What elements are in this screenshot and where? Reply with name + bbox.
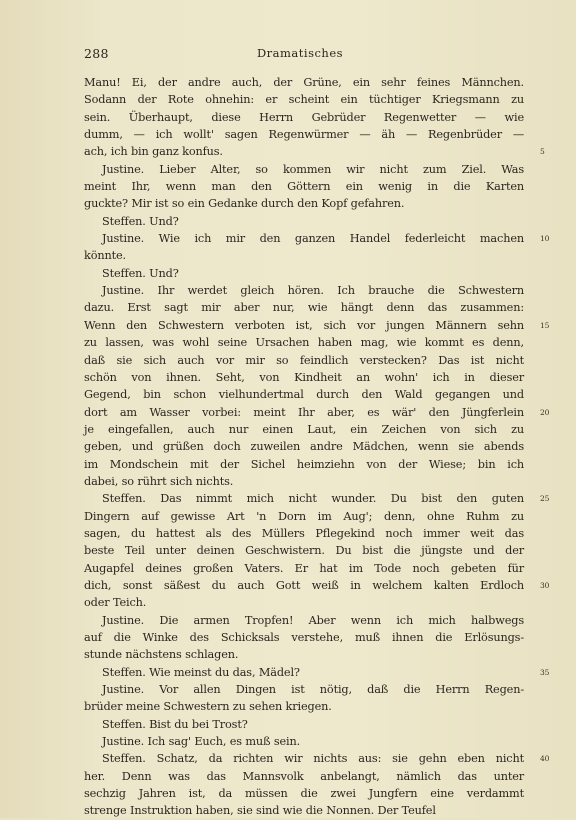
line-text: Sodann der Rote ohnehin: er scheint ein tüchtiger Kriegsmann zu	[84, 93, 524, 107]
line-text: Steffen. Und?	[102, 266, 179, 280]
text-line	[84, 473, 524, 490]
text-line	[84, 612, 524, 629]
text-line	[84, 560, 524, 577]
text-line	[84, 629, 524, 646]
text-line	[84, 438, 524, 455]
line-text: Justine. Lieber Alter, so kommen wir nicht zum Ziel. Was	[102, 162, 524, 176]
line-text: dazu. Erst sagt mir aber nur, wie hängt denn das zusammen:	[84, 301, 524, 315]
text-line	[84, 733, 524, 750]
line-text: brüder meine Schwestern zu sehen kriegen.	[84, 700, 332, 714]
text-line	[84, 230, 550, 247]
text-line	[84, 681, 524, 698]
line-text: stunde nächstens schlagen.	[84, 648, 239, 662]
text-line	[84, 594, 524, 611]
line-text: Justine. Vor allen Dingen ist nötig, daß die Herrn Regen-	[102, 683, 524, 697]
line-text: Steffen. Wie meinst du das, Mädel?	[102, 665, 300, 679]
text-line	[84, 404, 550, 421]
line-text: Augapfel deines großen Vaters. Er hat im Tode noch gebeten für	[84, 561, 524, 575]
body-text	[84, 74, 550, 820]
text-line	[84, 126, 524, 143]
line-number: 35	[540, 667, 550, 677]
line-text: dort am Wasser vorbei: meint Ihr aber, es wär' den Jüngferlein	[84, 405, 524, 419]
line-number: 20	[540, 407, 550, 417]
line-text: Steffen. Bist du bei Trost?	[102, 717, 248, 731]
text-line	[84, 74, 524, 91]
text-line	[84, 334, 524, 351]
line-text: auf die Winke des Schicksals verstehe, muß ihnen die Erlösungs-	[84, 631, 524, 644]
text-line	[84, 421, 524, 438]
text-line	[84, 178, 524, 195]
line-text: könnte.	[84, 249, 126, 263]
text-line	[84, 716, 524, 733]
line-number: 25	[540, 494, 550, 504]
line-text: je eingefallen, auch nur einen Laut, ein Zeichen von sich zu	[84, 422, 524, 436]
line-text: Manu! Ei, der andre auch, der Grüne, ein sehr feines Männchen.	[84, 76, 524, 89]
line-text: Dingern auf gewisse Art 'n Dorn im Aug'; denn, ohne Ruhm zu	[84, 509, 524, 523]
line-text: daß sie sich auch vor mir so feindlich verstecken? Das ist nicht	[84, 353, 524, 367]
line-text: im Mondschein mit der Sichel heimziehn von der Wiese; bin ich	[84, 457, 524, 471]
text-line	[84, 91, 524, 108]
line-text: her. Denn was das Mannsvolk anbelangt, nämlich das unter	[84, 769, 524, 783]
line-text: sechzig Jahren ist, da müssen die zwei Jungfern eine verdammt	[84, 787, 524, 801]
text-line	[84, 161, 524, 178]
text-line	[84, 317, 550, 334]
line-number: 30	[540, 580, 550, 590]
text-line	[84, 109, 524, 126]
line-text: Justine. Die armen Tropfen! Aber wenn ich mich halbwegs	[102, 613, 524, 627]
text-line	[84, 282, 524, 299]
line-text: Justine. Wie ich mir den ganzen Handel federleicht machen	[102, 232, 524, 246]
line-text: Steffen. Schatz, da richten wir nichts aus: sie gehn eben nicht	[102, 752, 524, 766]
text-line	[84, 247, 524, 264]
text-line	[84, 490, 550, 507]
line-text: zu lassen, was wohl seine Ursachen haben mag, wie kommt es denn,	[84, 336, 524, 350]
line-text: strenge Instruktion haben, sie sind wie die Nonnen. Der Teufel	[84, 804, 436, 818]
text-line	[84, 525, 524, 542]
line-text: Justine. Ich sag' Euch, es muß sein.	[102, 735, 301, 749]
text-line	[84, 265, 524, 282]
line-text: guckte? Mir ist so ein Gedanke durch den Kopf gefahren.	[84, 197, 405, 211]
text-line	[84, 785, 524, 802]
line-text: dabei, so rührt sich nichts.	[84, 474, 234, 488]
text-line	[84, 195, 524, 212]
line-text: schön von ihnen. Seht, von Kindheit an wohn' ich in dieser	[84, 370, 524, 384]
line-number: 10	[540, 234, 550, 244]
line-text: dich, sonst säßest du auch Gott weiß in welchem kalten Erdloch	[84, 578, 524, 592]
line-text: sein. Überhaupt, diese Herrn Gebrüder Regenwetter — wie	[84, 110, 524, 124]
page-number: 288	[84, 46, 109, 61]
line-text: meint Ihr, wenn man den Göttern ein wenig in die Karten	[84, 180, 524, 194]
line-text: ach, ich bin ganz konfus.	[84, 145, 223, 159]
line-text: dumm, — ich wollt' sagen Regenwürmer — äh — Regenbrüder —	[84, 128, 524, 142]
line-text: geben, und grüßen doch zuweilen andre Mädchen, wenn sie abends	[84, 440, 524, 454]
line-text: sagen, du hattest als des Müllers Pflegekind noch immer weit das	[84, 526, 524, 540]
text-line	[84, 299, 524, 316]
text-line	[84, 143, 545, 160]
text-line	[84, 369, 524, 386]
text-line	[84, 386, 524, 403]
text-line	[84, 802, 524, 819]
text-line	[84, 542, 524, 559]
text-line	[84, 577, 550, 594]
line-text: Steffen. Und?	[102, 214, 179, 228]
text-line	[84, 456, 524, 473]
text-line	[84, 646, 524, 663]
line-text: beste Teil unter deinen Geschwistern. Du bist die jüngste und der	[84, 544, 524, 558]
line-number: 15	[540, 320, 550, 330]
text-line	[84, 508, 524, 525]
text-line	[84, 213, 524, 230]
line-text: oder Teich.	[84, 596, 147, 610]
line-number: 40	[540, 754, 550, 764]
text-line	[84, 768, 524, 785]
line-text: Justine. Ihr werdet gleich hören. Ich brauche die Schwestern	[102, 284, 524, 298]
text-line	[84, 664, 550, 681]
line-text: Steffen. Das nimmt mich nicht wunder. Du bist den guten	[102, 492, 524, 506]
line-number: 5	[540, 147, 545, 157]
text-line	[84, 698, 524, 715]
text-line	[84, 352, 524, 369]
text-line	[84, 750, 550, 767]
line-text: Gegend, bin schon vielhundertmal durch den Wald gegangen und	[84, 388, 524, 402]
page-header	[84, 46, 516, 62]
running-title: Dramatisches	[256, 46, 344, 60]
line-text: Wenn den Schwestern verboten ist, sich vor jungen Männern sehn	[84, 318, 524, 332]
